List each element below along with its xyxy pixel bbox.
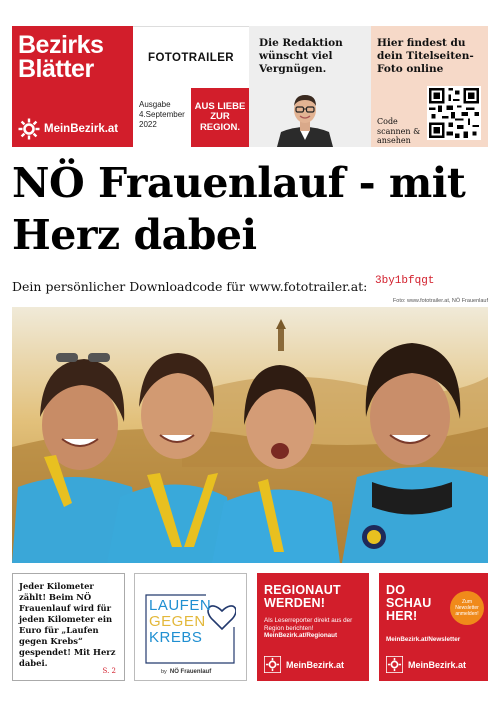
newsletter-title-line2: SCHAU <box>386 596 432 610</box>
newsletter-badge-text: Zum Newsletter anmelden! <box>455 599 479 617</box>
logo-line-laufen: LAUFEN <box>149 597 212 614</box>
issue-date: 4.September 2022 <box>139 110 185 129</box>
regionaut-text-block <box>264 617 366 640</box>
photo-credit: Foto: www.fototrailer.at, NÖ Frauenlauf <box>392 298 488 304</box>
editorial-text: Die Redaktion wünscht viel Vergnügen. <box>259 37 343 75</box>
meinbezirk-logo-icon <box>264 656 281 673</box>
event-photo <box>12 307 488 563</box>
regionaut-link[interactable]: MeinBezirk.at/Regionaut <box>264 632 338 639</box>
newsletter-site-name: MeinBezirk.at <box>408 659 467 670</box>
meinbezirk-logo-icon <box>18 118 40 140</box>
logo-text <box>149 598 211 646</box>
regionaut-site[interactable] <box>264 656 344 673</box>
editorial-box <box>249 26 371 147</box>
newsletter-link[interactable]: MeinBezirk.at/Newsletter <box>386 636 461 643</box>
fototrailer-label: FOTOTRAILER <box>148 51 234 64</box>
editor-portrait <box>273 88 337 147</box>
newsletter-title-line3: HER! <box>386 609 418 623</box>
download-text: Dein persönlicher Downloadcode für www.fototrailer.at: <box>12 279 368 294</box>
regionaut-site-name: MeinBezirk.at <box>286 659 345 670</box>
teaser-page-ref: S. 2 <box>102 667 116 675</box>
logo-line-krebs: KREBS <box>149 629 203 646</box>
qr-caption: Code scannen & ansehen <box>377 117 421 145</box>
newsletter-title-line1: DO <box>386 583 406 597</box>
newsletter-site[interactable] <box>386 656 466 673</box>
logo-org: NÖ Frauenlauf <box>169 669 212 675</box>
masthead <box>12 26 133 147</box>
slogan-box <box>191 88 249 147</box>
laufen-gegen-krebs-logo <box>134 573 247 681</box>
fototrailer-label-box <box>133 26 249 88</box>
logo-by: by <box>161 669 167 675</box>
qr-code[interactable] <box>427 86 481 140</box>
slogan-text: AUS LIEBE ZUR REGION. <box>194 100 246 133</box>
regionaut-text: Als Leserreporter direkt aus der Region berichten! <box>264 617 353 632</box>
regionaut-title <box>264 584 341 610</box>
newsletter-box[interactable] <box>379 573 488 681</box>
regionaut-box[interactable] <box>257 573 369 681</box>
meinbezirk-logo-icon <box>386 656 403 673</box>
main-headline: NÖ Frauenlauf - mit Herz dabei <box>12 159 466 259</box>
cover-photo-box <box>371 26 488 147</box>
regionaut-title-line1: REGIONAUT <box>264 583 341 597</box>
site-name: MeinBezirk.at <box>44 123 119 135</box>
cover-photo-text: Hier findest du dein Titelseiten-Foto online <box>377 37 474 75</box>
teaser-box[interactable] <box>12 573 125 681</box>
logo-line-gegen: GEGEN <box>149 613 206 630</box>
download-code[interactable]: 3by1bfqgt <box>375 275 435 287</box>
issue-label: Ausgabe <box>139 100 171 109</box>
newsletter-badge[interactable] <box>450 591 484 625</box>
newsletter-link-block <box>386 636 488 644</box>
brand-logo <box>18 33 128 81</box>
teaser-text: Jeder Kilometer zählt! Beim NÖ Frauenlauf wird für jeden Kilometer ein Euro für „Laufen gegen Krebs“ gespendet! Mit Herz dabei. <box>19 581 116 668</box>
issue-info <box>139 100 191 130</box>
logo-byline <box>161 669 211 675</box>
site-link[interactable] <box>18 118 118 140</box>
newsletter-title <box>386 584 431 623</box>
regionaut-title-line2: WERDEN! <box>264 596 326 610</box>
brand-name: Bezirks Blätter <box>18 31 104 83</box>
